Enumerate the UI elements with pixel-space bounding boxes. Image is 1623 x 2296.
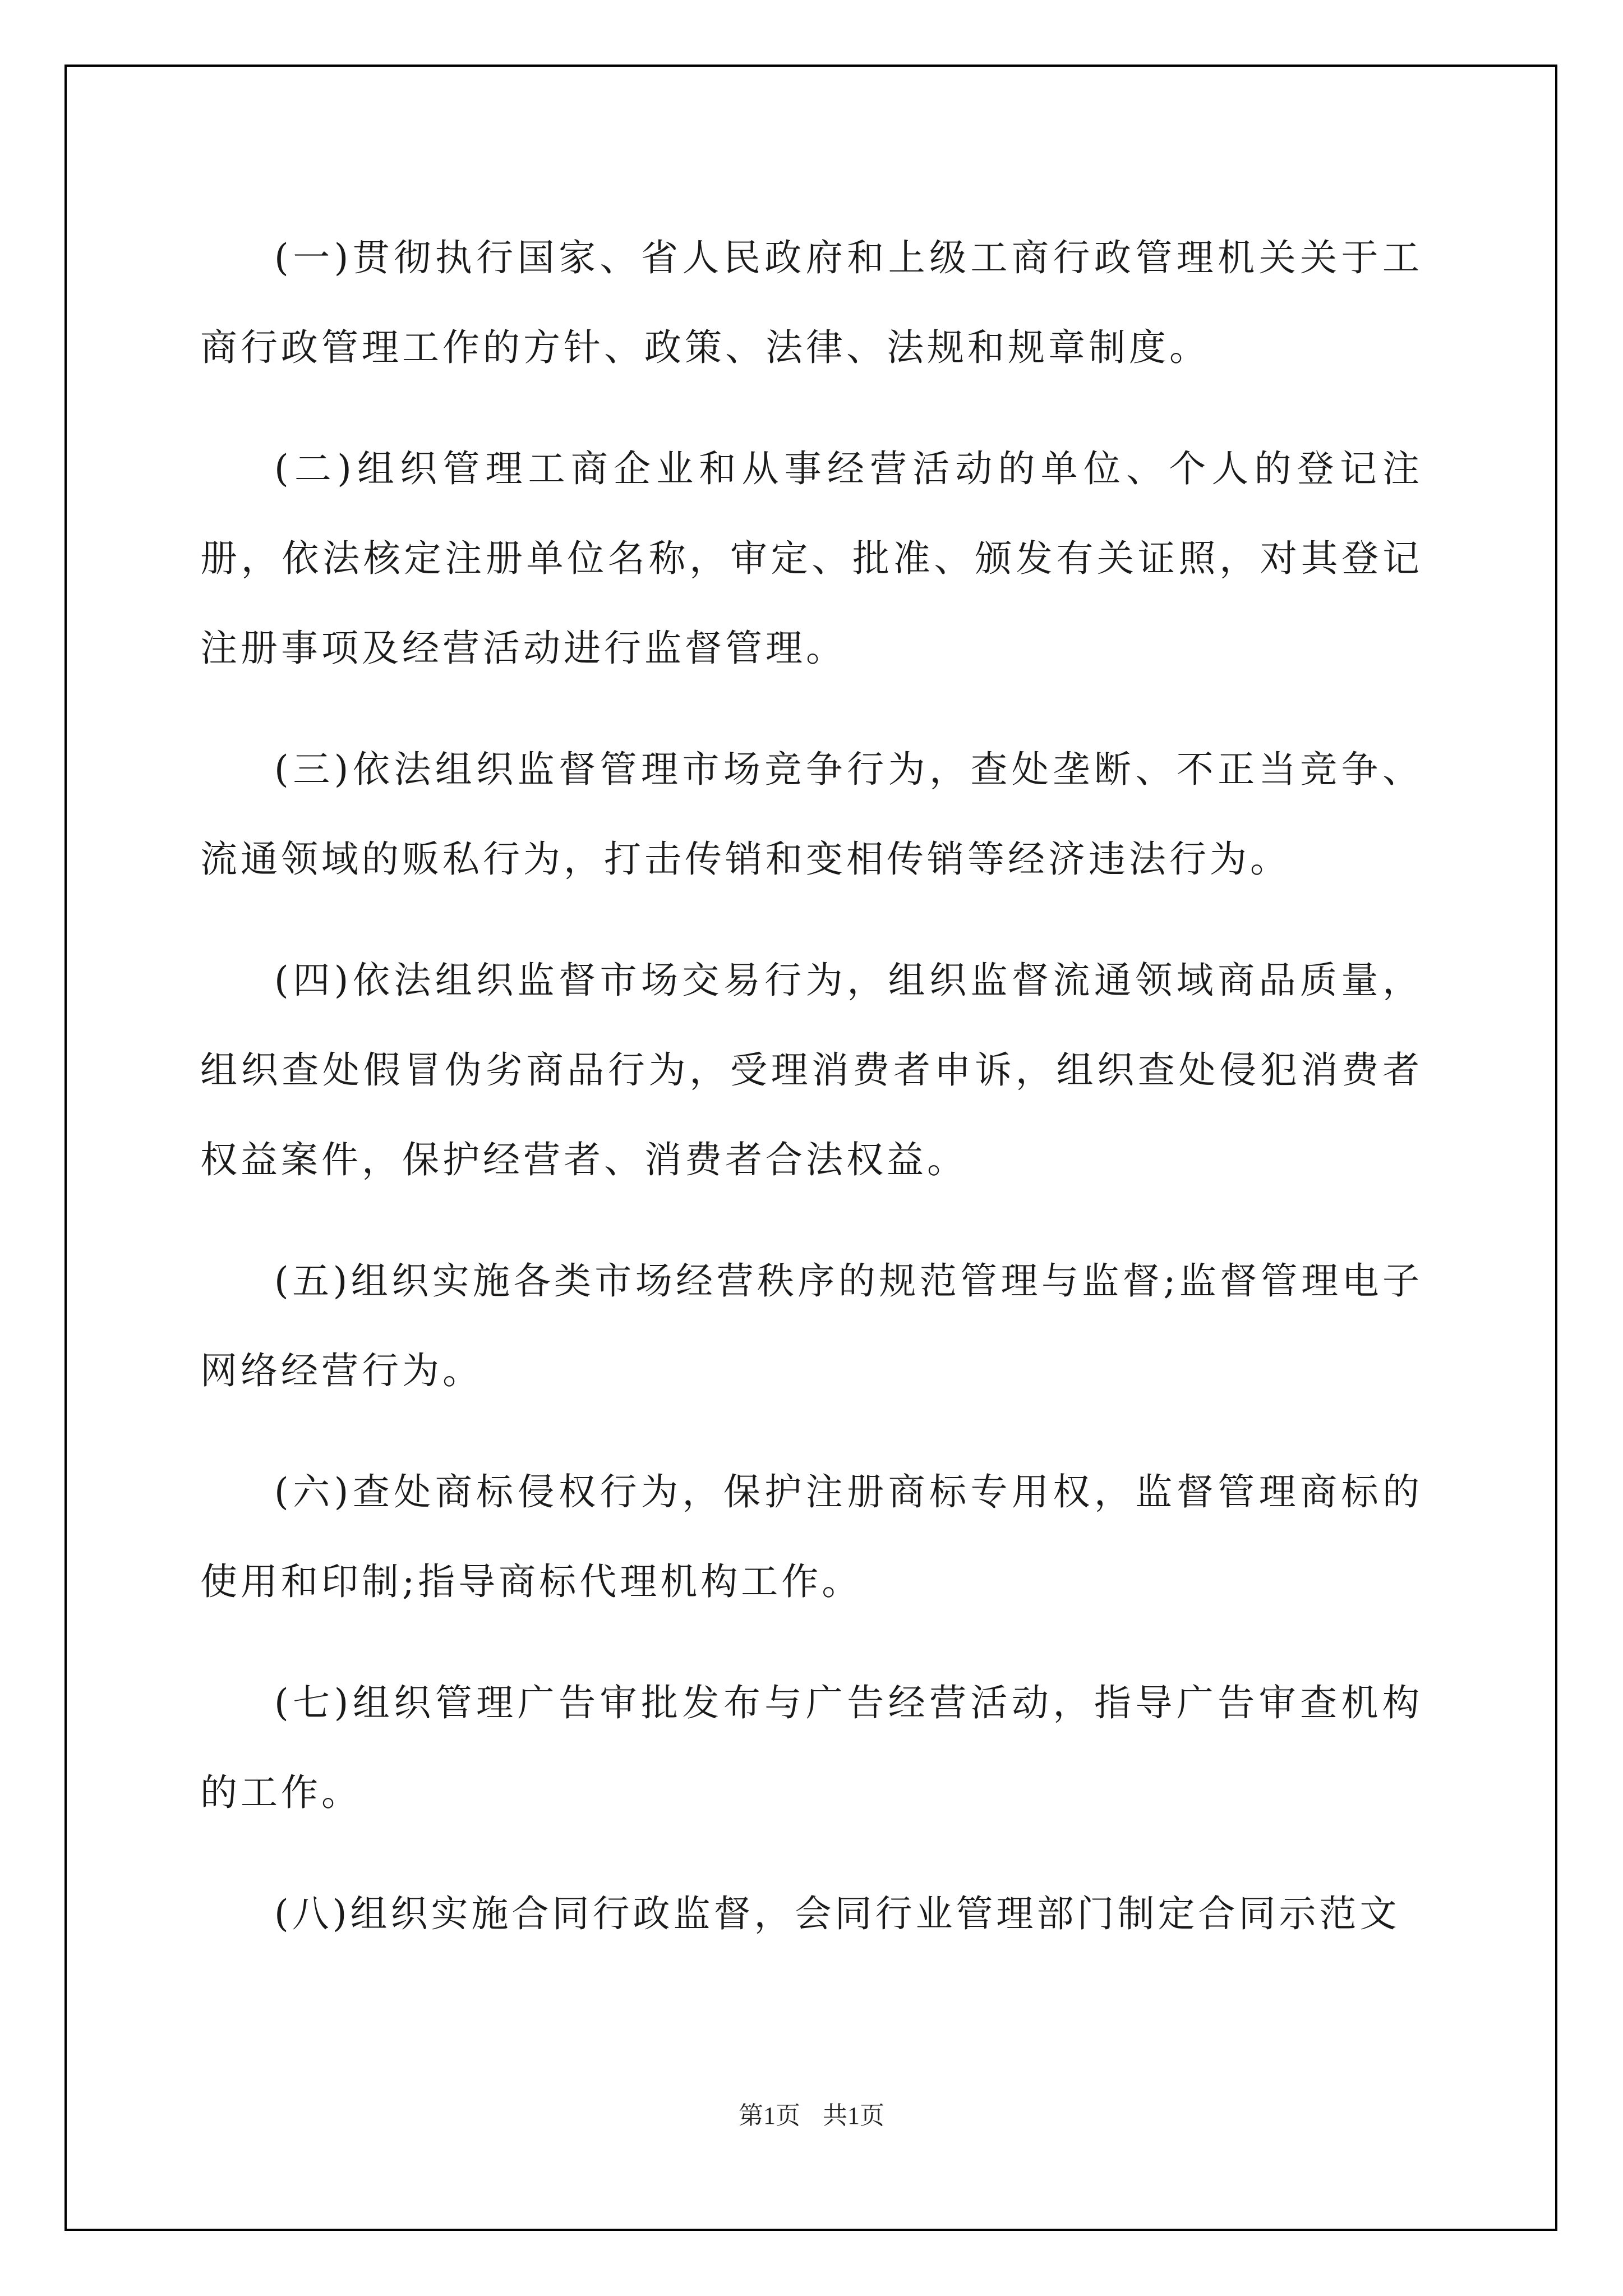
- paragraph-1: (一)贯彻执行国家、省人民政府和上级工商行政管理机关关于工商行政管理工作的方针、政策、法律、法规和规章制度。: [200, 236, 1423, 369]
- paragraph-2: (二)组织管理工商企业和从事经营活动的单位、个人的登记注册，依法核定注册单位名称，审定、批准、颁发有关证照，对其登记注册事项及经营活动进行监督管理。: [200, 447, 1423, 670]
- page-footer: [0, 2095, 1623, 2131]
- paragraph-6: (六)查处商标侵权行为，保护注册商标专用权，监督管理商标的使用和印制;指导商标代理机构工作。: [200, 1470, 1423, 1603]
- paragraph-5: (五)组织实施各类市场经营秩序的规范管理与监督;监督管理电子网络经营行为。: [200, 1259, 1423, 1392]
- document-body: [200, 213, 1423, 1959]
- paragraph-7: (七)组织管理广告审批发布与广告经营活动，指导广告审查机构的工作。: [200, 1681, 1423, 1814]
- page-number-total: 共1页: [823, 2102, 884, 2129]
- page-number-current: 第1页: [739, 2102, 800, 2129]
- paragraph-4: (四)依法组织监督市场交易行为，组织监督流通领域商品质量，组织查处假冒伪劣商品行为，受理消费者申诉，组织查处侵犯消费者权益案件，保护经营者、消费者合法权益。: [200, 959, 1423, 1181]
- paragraph-3: (三)依法组织监督管理市场竞争行为，查处垄断、不正当竞争、流通领域的贩私行为，打击传销和变相传销等经济违法行为。: [200, 748, 1423, 881]
- paragraph-8: (八)组织实施合同行政监督，会同行业管理部门制定合同示范文: [274, 1892, 1400, 1935]
